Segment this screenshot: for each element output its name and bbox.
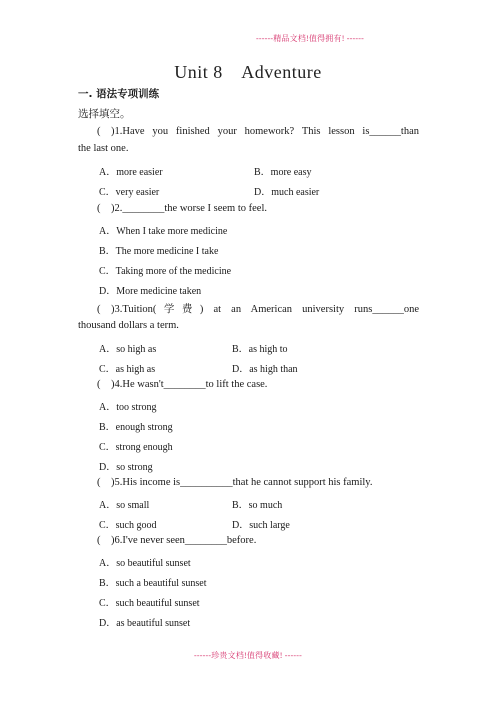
question-5-option-d: D．such large [232, 520, 290, 531]
question-1-option-d: D．much easier [254, 187, 320, 198]
question-6-option-b: B．such a beautiful sunset [99, 578, 207, 589]
footer-note: ------珍贵文档!值得收藏! ------ [194, 651, 302, 660]
question-6-option-a: A．so beautiful sunset [99, 558, 191, 569]
question-2-option-d: D．More medicine taken [99, 286, 202, 297]
question-1-option-b: B．more easy [254, 167, 312, 178]
page-title: Unit 8 Adventure [174, 62, 322, 82]
question-4-option-d: D．so strong [99, 462, 153, 473]
question-2-line-1: ( )2.________the worse I seem to feel. [97, 203, 267, 214]
question-5-option-c: C．such good [99, 520, 157, 531]
question-5-option-a: A．so small [99, 500, 150, 511]
question-2-option-a: A．When I take more medicine [99, 226, 228, 237]
question-6-line-1: ( )6.I've never seen________before. [97, 535, 257, 546]
question-5-line-1: ( )5.His income is__________that he cannot support his family. [97, 477, 373, 488]
question-4-option-c: C．strong enough [99, 442, 173, 453]
question-3-option-a: A．so high as [99, 344, 157, 355]
question-3-line-2: thousand dollars a term. [78, 320, 179, 331]
question-4-option-b: B．enough strong [99, 422, 173, 433]
header-note: ------精品文档!值得拥有! ------ [256, 34, 364, 43]
question-3-option-b: B．as high to [232, 344, 288, 355]
question-1-line-1: ( )1.Have you finished your homework? This lesson is______than [97, 126, 419, 137]
instruction-text: 选择填空。 [78, 108, 131, 120]
question-3-line-1: ( )3.Tuition(学费) at an American university runs______one [97, 304, 419, 315]
question-6-option-d: D．as beautiful sunset [99, 618, 191, 629]
question-1-line-2: the last one. [78, 143, 129, 154]
question-2-option-b: B．The more medicine I take [99, 246, 219, 257]
question-6-option-c: C．such beautiful sunset [99, 598, 200, 609]
question-5-option-b: B．so much [232, 500, 283, 511]
question-4-option-a: A．too strong [99, 402, 157, 413]
question-1-option-a: A．more easier [99, 167, 163, 178]
question-1-option-c: C．very easier [99, 187, 160, 198]
section-heading: 一. 语法专项训练 [78, 88, 160, 100]
question-4-line-1: ( )4.He wasn't________to lift the case. [97, 379, 268, 390]
question-3-option-c: C．as high as [99, 364, 156, 375]
question-3-option-d: D．as high than [232, 364, 298, 375]
question-2-option-c: C．Taking more of the medicine [99, 266, 232, 277]
